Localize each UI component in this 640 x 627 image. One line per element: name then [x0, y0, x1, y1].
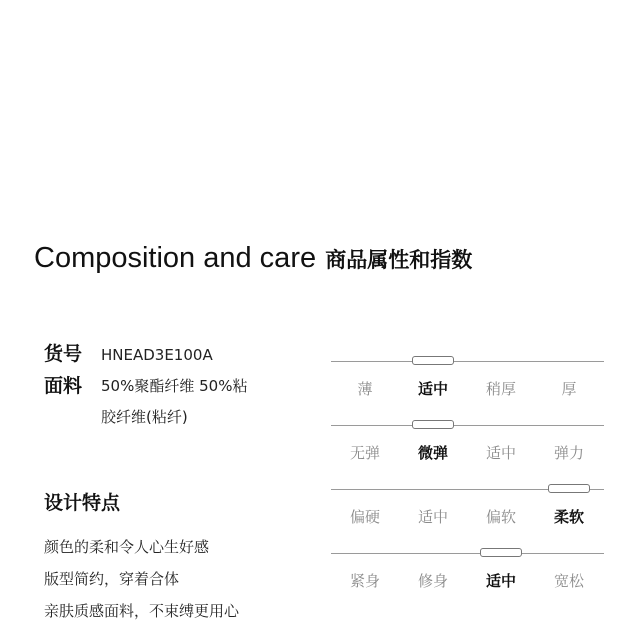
scale-option: 稍厚 — [485, 380, 516, 398]
scale-option: 适中 — [485, 444, 516, 462]
section-title-cn: 商品属性和指数 — [325, 248, 473, 272]
fabric-value-line1: 50%聚酯纤维 50%粘 — [101, 377, 248, 395]
scale-track — [331, 425, 604, 426]
item-number-value: HNEAD3E100A — [101, 346, 213, 364]
feature-item: 版型简约，穿着合体 — [44, 570, 180, 588]
item-number-label: 货号 — [44, 343, 83, 365]
scale-option: 宽松 — [553, 572, 584, 590]
scale-track — [331, 361, 604, 362]
scale-track — [331, 553, 604, 554]
softness-scale — [331, 483, 604, 547]
elasticity-scale — [331, 419, 604, 483]
feature-item: 颜色的柔和令人心生好感 — [44, 538, 210, 556]
scale-option: 偏软 — [485, 508, 516, 526]
scale-option: 适中 — [417, 380, 448, 398]
thickness-scale — [331, 355, 604, 419]
scale-indicator — [412, 420, 454, 429]
fit-scale — [331, 547, 604, 611]
section-title-en: Composition and care — [34, 242, 317, 274]
scale-indicator — [480, 548, 522, 557]
scale-option: 适中 — [485, 572, 516, 590]
fabric-value-line2: 胶纤维(粘纤) — [101, 408, 188, 426]
scale-option: 厚 — [561, 380, 577, 398]
scale-option: 适中 — [417, 508, 448, 526]
fabric-label: 面料 — [44, 375, 83, 397]
design-features-title: 设计特点 — [44, 492, 121, 514]
scale-indicator — [548, 484, 590, 493]
scale-option: 薄 — [357, 380, 373, 398]
scale-indicator — [412, 356, 454, 365]
scale-option: 柔软 — [553, 508, 584, 526]
scale-option: 修身 — [417, 572, 448, 590]
scale-option: 偏硬 — [349, 508, 380, 526]
scale-option: 弹力 — [553, 444, 584, 462]
section-title — [34, 238, 472, 282]
scale-option: 微弹 — [417, 444, 448, 462]
feature-item: 亲肤质感面料，不束缚更用心 — [44, 602, 240, 620]
scale-option: 紧身 — [349, 572, 380, 590]
scale-option: 无弹 — [349, 444, 380, 462]
